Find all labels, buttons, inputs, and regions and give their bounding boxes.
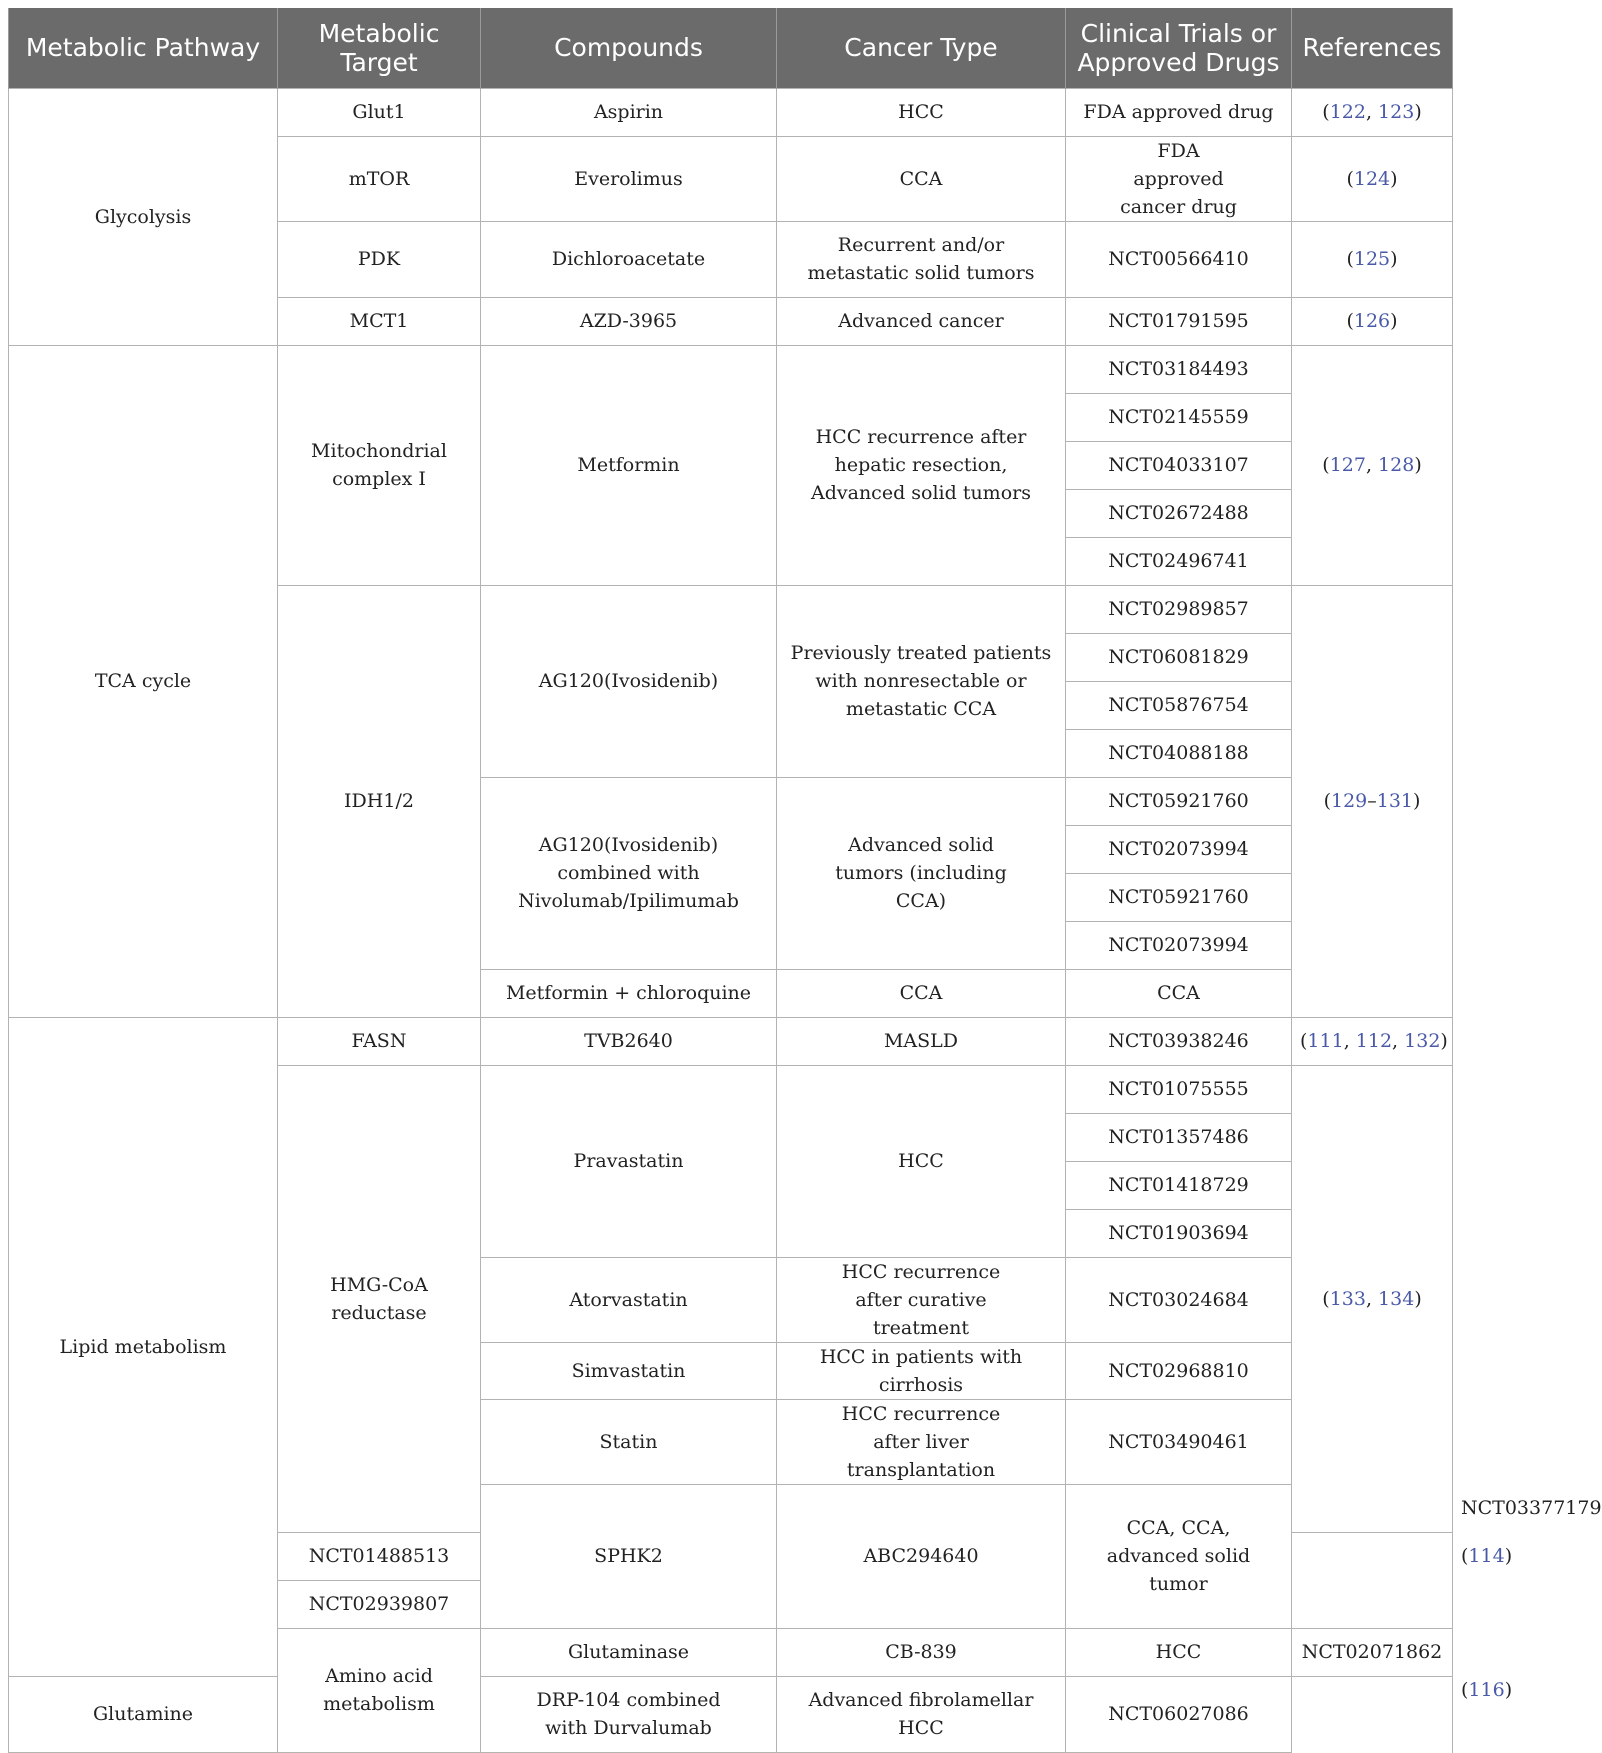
header-row bbox=[9, 8, 1453, 88]
trial-cell: NCT06081829 bbox=[1066, 633, 1292, 681]
trial-cell: NCT01357486 bbox=[1066, 1113, 1292, 1161]
compound-cell: Dichloroacetate bbox=[481, 221, 777, 297]
reference-cell: (122, 123) bbox=[1292, 88, 1453, 136]
reference-link[interactable]: 125 bbox=[1353, 248, 1391, 270]
cancer-type-cell: Advanced cancer bbox=[777, 297, 1066, 345]
cancer-type-cell: HCC bbox=[777, 88, 1066, 136]
reference-link[interactable]: 134 bbox=[1378, 1287, 1415, 1310]
target-cell: mTOR bbox=[278, 136, 481, 221]
reference-cell: (127, 128) bbox=[1292, 345, 1453, 585]
trial-cell: NCT02672488 bbox=[1066, 489, 1292, 537]
cancer-type-cell: CCA, CCA, advanced solid tumor bbox=[1066, 1484, 1292, 1628]
target-cell: FASN bbox=[278, 1017, 481, 1065]
trial-cell: NCT04033107 bbox=[1066, 441, 1292, 489]
cancer-type-cell: HCC in patients with cirrhosis bbox=[777, 1342, 1066, 1399]
trial-cell: NCT05921760 bbox=[1066, 873, 1292, 921]
compound-cell: AG120(Ivosidenib) bbox=[481, 585, 777, 777]
trial-cell: CCA bbox=[1066, 969, 1292, 1017]
compound-cell: ABC294640 bbox=[777, 1484, 1066, 1628]
reference-link[interactable]: 122 bbox=[1329, 101, 1366, 123]
compound-cell: Aspirin bbox=[481, 88, 777, 136]
table-row bbox=[9, 1676, 1453, 1752]
target-cell: MCT1 bbox=[278, 297, 481, 345]
trial-cell: NCT02073994 bbox=[1066, 921, 1292, 969]
reference-link[interactable]: 132 bbox=[1404, 1030, 1441, 1052]
trial-cell: NCT02145559 bbox=[1066, 393, 1292, 441]
trial-cell: NCT03024684 bbox=[1066, 1257, 1292, 1342]
cancer-type-cell: CCA bbox=[777, 969, 1066, 1017]
trial-cell: NCT02071862 bbox=[1292, 1628, 1453, 1676]
pathway-cell: Lipid metabolism bbox=[9, 1017, 278, 1676]
cancer-type-cell: Advanced fibrolamellar HCC bbox=[777, 1676, 1066, 1752]
reference-cell: (133, 134) bbox=[1292, 1065, 1453, 1532]
header-references: References bbox=[1292, 8, 1453, 88]
reference-cell: (126) bbox=[1292, 297, 1453, 345]
target-cell: HMG-CoA reductase bbox=[278, 1065, 481, 1532]
target-cell: IDH1/2 bbox=[278, 585, 481, 1017]
trial-cell: NCT05876754 bbox=[1066, 681, 1292, 729]
cancer-type-cell: Recurrent and/or metastatic solid tumors bbox=[777, 221, 1066, 297]
trial-cell: NCT03938246 bbox=[1066, 1017, 1292, 1065]
cancer-type-cell: HCC recurrence after hepatic resection, Advanced solid tumors bbox=[777, 345, 1066, 585]
trial-cell: NCT00566410 bbox=[1066, 221, 1292, 297]
header-cancer-type: Cancer Type bbox=[777, 8, 1066, 88]
trial-cell: NCT02073994 bbox=[1066, 825, 1292, 873]
cancer-type-cell: HCC bbox=[1066, 1628, 1292, 1676]
reference-link[interactable]: 126 bbox=[1353, 310, 1391, 332]
trial-cell: NCT03184493 bbox=[1066, 345, 1292, 393]
trial-cell: NCT05921760 bbox=[1066, 777, 1292, 825]
compound-cell: TVB2640 bbox=[481, 1017, 777, 1065]
reference-link[interactable]: 131 bbox=[1376, 790, 1414, 812]
reference-link[interactable]: 128 bbox=[1378, 454, 1415, 476]
cancer-type-cell: HCC recurrence after liver transplantation bbox=[777, 1399, 1066, 1484]
reference-link[interactable]: 111 bbox=[1307, 1030, 1344, 1052]
cancer-type-cell: Advanced solid tumors (including CCA) bbox=[777, 777, 1066, 969]
trial-cell: NCT02968810 bbox=[1066, 1342, 1292, 1399]
target-cell: PDK bbox=[278, 221, 481, 297]
compound-cell: DRP-104 combined with Durvalumab bbox=[481, 1676, 777, 1752]
reference-link[interactable]: 123 bbox=[1378, 101, 1415, 123]
reference-link[interactable]: 112 bbox=[1355, 1030, 1393, 1052]
metabolic-targets-table bbox=[8, 8, 1602, 1753]
compound-cell: Metformin + chloroquine bbox=[481, 969, 777, 1017]
trial-cell: NCT01791595 bbox=[1066, 297, 1292, 345]
trial-cell: NCT03490461 bbox=[1066, 1399, 1292, 1484]
reference-link[interactable]: 129 bbox=[1330, 790, 1368, 812]
header-compounds: Compounds bbox=[481, 8, 777, 88]
header-metabolic-target: Metabolic Target bbox=[278, 8, 481, 88]
table-container bbox=[8, 8, 1602, 1753]
table-row bbox=[9, 88, 1453, 136]
target-cell: Glut1 bbox=[278, 88, 481, 136]
target-cell: SPHK2 bbox=[481, 1484, 777, 1628]
reference-link[interactable]: 114 bbox=[1468, 1545, 1505, 1567]
compound-cell: Pravastatin bbox=[481, 1065, 777, 1257]
trial-cell: NCT04088188 bbox=[1066, 729, 1292, 777]
compound-cell: Metformin bbox=[481, 345, 777, 585]
cancer-type-cell: CCA bbox=[777, 136, 1066, 221]
cancer-type-cell: HCC bbox=[777, 1065, 1066, 1257]
pathway-cell: Glycolysis bbox=[9, 88, 278, 345]
compound-cell: Simvastatin bbox=[481, 1342, 777, 1399]
table-row bbox=[9, 345, 1453, 393]
trial-cell: NCT01075555 bbox=[1066, 1065, 1292, 1113]
cancer-type-cell: Previously treated patients with nonresectable or metastatic CCA bbox=[777, 585, 1066, 777]
reference-cell: (129–131) bbox=[1292, 585, 1453, 1017]
cancer-type-cell: MASLD bbox=[777, 1017, 1066, 1065]
table-row: Amino acid metabolism Glutaminase CB-839 HCC NCT02071862 (116) bbox=[9, 1628, 1453, 1676]
trial-cell: NCT01418729 bbox=[1066, 1161, 1292, 1209]
target-cell: Mitochondrial complex I bbox=[278, 345, 481, 585]
trial-cell: NCT02989857 bbox=[1066, 585, 1292, 633]
compound-cell: Atorvastatin bbox=[481, 1257, 777, 1342]
compound-cell: AG120(Ivosidenib) combined with Nivolumab/Ipilimumab bbox=[481, 777, 777, 969]
trial-cell: FDA approved cancer drug bbox=[1066, 136, 1292, 221]
target-cell: Glutamine bbox=[9, 1676, 278, 1752]
header-clinical-trials: Clinical Trials or Approved Drugs bbox=[1066, 8, 1292, 88]
reference-link[interactable]: 127 bbox=[1329, 454, 1366, 476]
compound-cell: AZD-3965 bbox=[481, 297, 777, 345]
reference-link[interactable]: 116 bbox=[1468, 1679, 1505, 1701]
trial-cell: NCT02939807 bbox=[278, 1580, 481, 1628]
trial-cell: NCT01488513 bbox=[278, 1532, 481, 1580]
reference-cell: (124) bbox=[1292, 136, 1453, 221]
header-metabolic-pathway: Metabolic Pathway bbox=[9, 8, 278, 88]
reference-cell: (125) bbox=[1292, 221, 1453, 297]
compound-cell: CB-839 bbox=[777, 1628, 1066, 1676]
target-cell: Glutaminase bbox=[481, 1628, 777, 1676]
reference-cell: (111, 112, 132) bbox=[1292, 1017, 1453, 1065]
reference-link[interactable]: 133 bbox=[1329, 1287, 1366, 1310]
table-row bbox=[9, 1017, 1453, 1065]
table-row: SPHK2 ABC294640 CCA, CCA, advanced solid tumor NCT03377179 (114) bbox=[9, 1484, 1453, 1532]
compound-cell: Statin bbox=[481, 1399, 777, 1484]
pathway-cell: Amino acid metabolism bbox=[278, 1628, 481, 1752]
cancer-type-cell: HCC recurrence after curative treatment bbox=[777, 1257, 1066, 1342]
reference-link[interactable]: 124 bbox=[1353, 167, 1391, 190]
trial-cell: NCT02496741 bbox=[1066, 537, 1292, 585]
trial-cell: NCT06027086 bbox=[1066, 1676, 1292, 1752]
compound-cell: Everolimus bbox=[481, 136, 777, 221]
pathway-cell: TCA cycle bbox=[9, 345, 278, 1017]
trial-cell: NCT01903694 bbox=[1066, 1209, 1292, 1257]
trial-cell: FDA approved drug bbox=[1066, 88, 1292, 136]
